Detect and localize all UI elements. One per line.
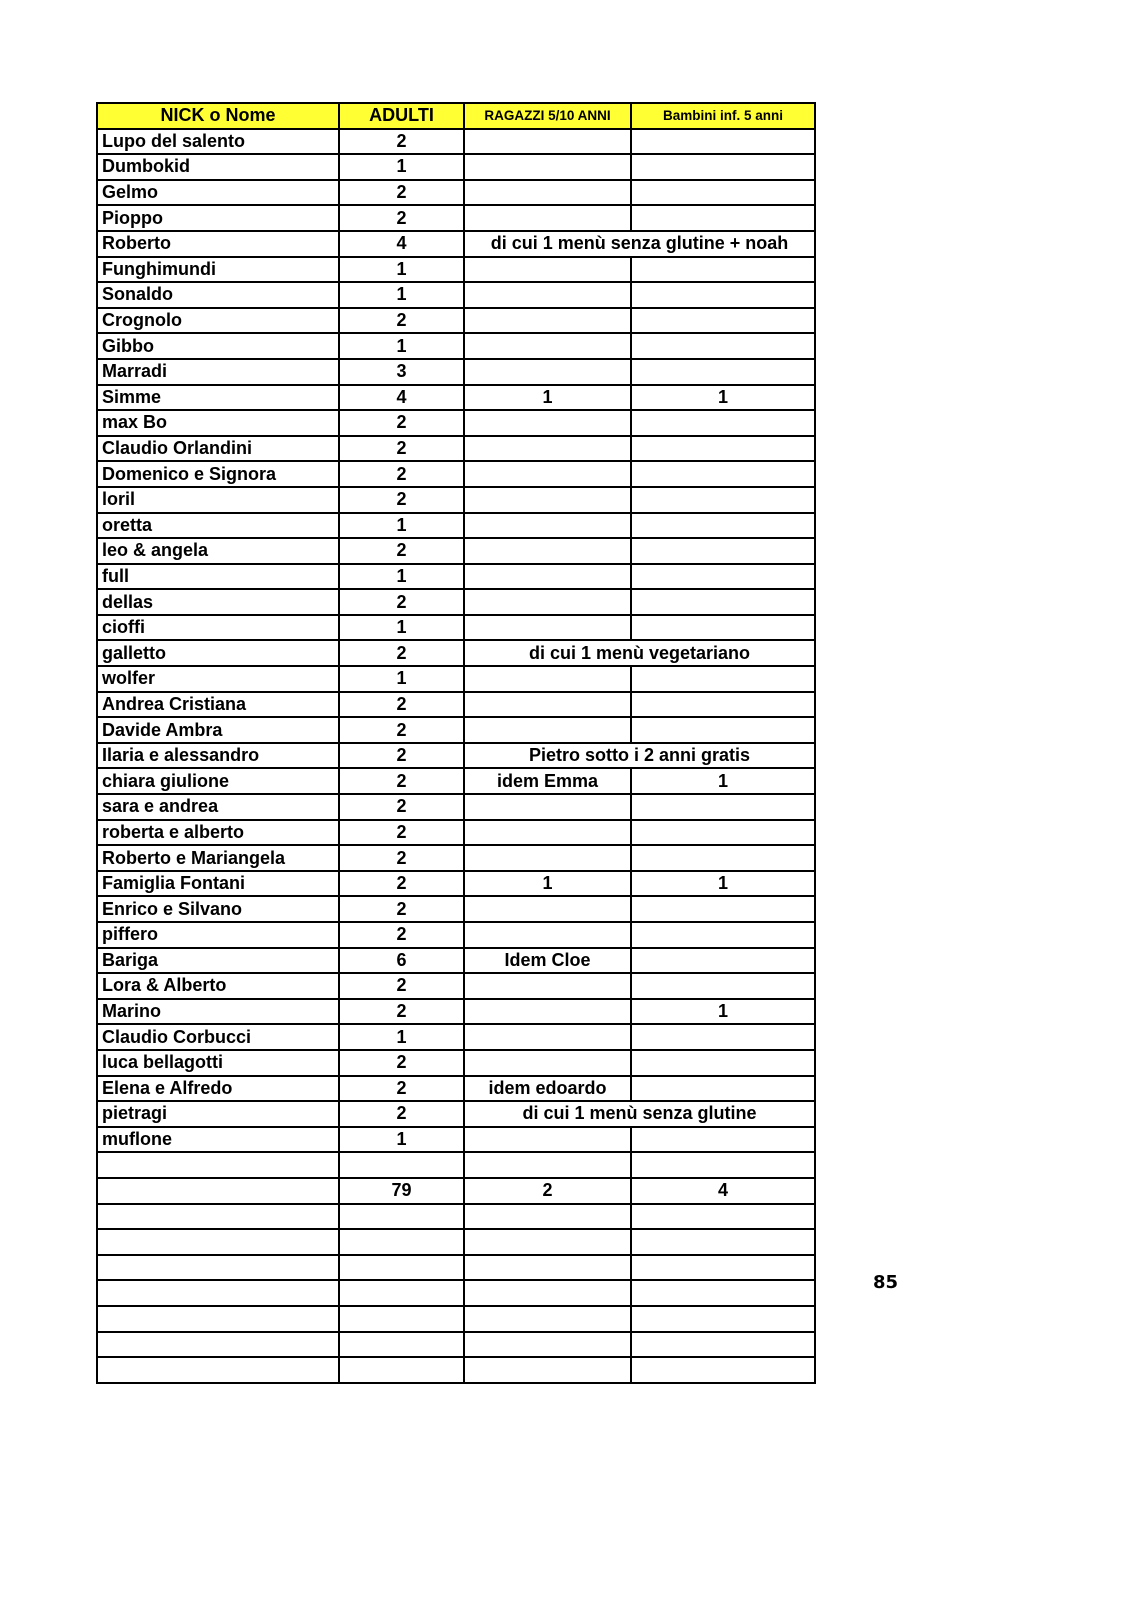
adulti-count: 2 [339,410,464,436]
bambini-count [631,410,815,436]
bambini-count [631,257,815,283]
empty-cell [464,1357,631,1383]
adulti-count: 2 [339,692,464,718]
empty-cell [464,1229,631,1255]
ragazzi-count [464,615,631,641]
table-row [97,1024,815,1050]
totals-row [97,1178,815,1204]
bambini-count [631,154,815,180]
table-row [97,768,815,794]
bambini-count [631,564,815,590]
table-row [97,999,815,1025]
adulti-count: 1 [339,333,464,359]
header-name: NICK o Nome [97,103,339,129]
row-note: di cui 1 menù senza glutine [464,1101,815,1127]
bambini-count [631,922,815,948]
guest-name: pietragi [97,1101,339,1127]
table-row [97,1127,815,1153]
empty-cell [339,1357,464,1383]
guest-name: Lora & Alberto [97,973,339,999]
ragazzi-count [464,308,631,334]
header-row [97,103,815,129]
bambini-count [631,282,815,308]
table-row [97,385,815,411]
guest-name: luca bellagotti [97,1050,339,1076]
bambini-count [631,436,815,462]
table-row [97,129,815,155]
bambini-count: 1 [631,385,815,411]
empty-cell [97,1332,339,1358]
ragazzi-count [464,589,631,615]
empty-row [97,1204,815,1230]
adulti-count: 2 [339,589,464,615]
empty-cell [97,1357,339,1383]
row-note: di cui 1 menù senza glutine + noah [464,231,815,257]
adulti-count [339,1152,464,1178]
ragazzi-count [464,999,631,1025]
guest-name: Enrico e Silvano [97,896,339,922]
empty-cell [631,1204,815,1230]
ragazzi-count [464,461,631,487]
table-row [97,1152,815,1178]
empty-cell [464,1280,631,1306]
totals-label [97,1178,339,1204]
bambini-count [631,1076,815,1102]
empty-cell [339,1229,464,1255]
guest-name: full [97,564,339,590]
ragazzi-count [464,129,631,155]
guest-name: cioffi [97,615,339,641]
table-row [97,794,815,820]
adulti-count: 2 [339,205,464,231]
header-adulti: ADULTI [339,103,464,129]
table-row [97,410,815,436]
bambini-count [631,692,815,718]
ragazzi-count: idem edoardo [464,1076,631,1102]
guest-name: leo & angela [97,538,339,564]
adulti-count: 1 [339,1127,464,1153]
adulti-count: 6 [339,948,464,974]
ragazzi-count [464,180,631,206]
ragazzi-count [464,564,631,590]
ragazzi-count [464,282,631,308]
table-row [97,1101,815,1127]
guest-name: Elena e Alfredo [97,1076,339,1102]
total-bambini: 4 [631,1178,815,1204]
ragazzi-count: 1 [464,871,631,897]
table-row [97,564,815,590]
table-row [97,257,815,283]
table-row [97,513,815,539]
empty-cell [339,1332,464,1358]
empty-cell [631,1255,815,1281]
guest-name: Gelmo [97,180,339,206]
guest-name: galletto [97,640,339,666]
ragazzi-count [464,820,631,846]
bambini-count [631,794,815,820]
ragazzi-count [464,205,631,231]
bambini-count [631,820,815,846]
bambini-count [631,359,815,385]
empty-cell [464,1204,631,1230]
guest-name: wolfer [97,666,339,692]
adulti-count: 1 [339,257,464,283]
adulti-count: 2 [339,922,464,948]
empty-row [97,1357,815,1383]
guest-name: Funghimundi [97,257,339,283]
adulti-count: 2 [339,768,464,794]
table-row [97,180,815,206]
bambini-count [631,205,815,231]
adulti-count: 2 [339,487,464,513]
guest-name: Roberto [97,231,339,257]
bambini-count [631,461,815,487]
ragazzi-count [464,692,631,718]
adulti-count: 2 [339,1101,464,1127]
ragazzi-count [464,436,631,462]
ragazzi-count [464,513,631,539]
adulti-count: 1 [339,666,464,692]
empty-cell [97,1229,339,1255]
table-row [97,615,815,641]
ragazzi-count [464,257,631,283]
adulti-count: 2 [339,999,464,1025]
ragazzi-count [464,666,631,692]
empty-cell [339,1306,464,1332]
adulti-count: 2 [339,717,464,743]
empty-cell [464,1332,631,1358]
bambini-count [631,1050,815,1076]
table-row [97,436,815,462]
adulti-count: 2 [339,845,464,871]
bambini-count [631,948,815,974]
guest-name: Marino [97,999,339,1025]
table-row [97,973,815,999]
row-note: di cui 1 menù vegetariano [464,640,815,666]
empty-cell [631,1229,815,1255]
bambini-count [631,589,815,615]
table-row [97,359,815,385]
table-row [97,282,815,308]
ragazzi-count [464,410,631,436]
table-row [97,487,815,513]
bambini-count: 1 [631,768,815,794]
adulti-count: 1 [339,615,464,641]
adulti-count: 4 [339,385,464,411]
ragazzi-count [464,922,631,948]
guest-name: dellas [97,589,339,615]
table-row [97,1050,815,1076]
bambini-count [631,973,815,999]
guest-name: Claudio Corbucci [97,1024,339,1050]
empty-row [97,1332,815,1358]
row-note: Pietro sotto i 2 anni gratis [464,743,815,769]
empty-cell [97,1280,339,1306]
guest-name: roberta e alberto [97,820,339,846]
table-row [97,717,815,743]
ragazzi-count [464,794,631,820]
table-row [97,640,815,666]
empty-cell [631,1332,815,1358]
table-row [97,845,815,871]
bambini-count [631,615,815,641]
bambini-count [631,513,815,539]
adulti-count: 2 [339,436,464,462]
adulti-count: 1 [339,564,464,590]
guest-name: max Bo [97,410,339,436]
table-row [97,205,815,231]
ragazzi-count [464,973,631,999]
guest-name: Gibbo [97,333,339,359]
bambini-count [631,717,815,743]
table-row [97,922,815,948]
total-ragazzi: 2 [464,1178,631,1204]
guest-name: sara e andrea [97,794,339,820]
table-row [97,308,815,334]
guest-name: Davide Ambra [97,717,339,743]
bambini-count [631,308,815,334]
adulti-count: 3 [339,359,464,385]
guest-name: Simme [97,385,339,411]
table-row [97,743,815,769]
guest-name: chiara giulione [97,768,339,794]
empty-cell [339,1255,464,1281]
guest-name: Domenico e Signora [97,461,339,487]
adulti-count: 2 [339,538,464,564]
adulti-count: 2 [339,308,464,334]
bambini-count [631,1127,815,1153]
guest-name: Marradi [97,359,339,385]
total-adulti: 79 [339,1178,464,1204]
empty-cell [464,1255,631,1281]
adulti-count: 2 [339,180,464,206]
adulti-count: 2 [339,640,464,666]
adulti-count: 2 [339,129,464,155]
table-row [97,871,815,897]
empty-row [97,1306,815,1332]
guest-name: Ilaria e alessandro [97,743,339,769]
guest-name: Bariga [97,948,339,974]
bambini-count: 1 [631,871,815,897]
adulti-count: 2 [339,973,464,999]
table-row [97,896,815,922]
table-row [97,231,815,257]
guest-name: Lupo del salento [97,129,339,155]
guest-name: Roberto e Mariangela [97,845,339,871]
adulti-count: 2 [339,1076,464,1102]
ragazzi-count [464,1024,631,1050]
empty-cell [631,1357,815,1383]
adulti-count: 2 [339,871,464,897]
adulti-count: 1 [339,154,464,180]
grand-total: 85 [873,1272,899,1293]
empty-cell [97,1306,339,1332]
ragazzi-count [464,154,631,180]
bambini-count [631,180,815,206]
adulti-count: 4 [339,231,464,257]
table-row [97,948,815,974]
bambini-count [631,666,815,692]
ragazzi-count: 1 [464,385,631,411]
table-row [97,538,815,564]
guest-table [96,102,816,1384]
header-bambini: Bambini inf. 5 anni [631,103,815,129]
empty-cell [464,1306,631,1332]
ragazzi-count [464,1127,631,1153]
ragazzi-count: idem Emma [464,768,631,794]
ragazzi-count [464,1152,631,1178]
ragazzi-count [464,896,631,922]
ragazzi-count [464,333,631,359]
empty-row [97,1255,815,1281]
bambini-count [631,333,815,359]
table-row [97,333,815,359]
empty-cell [339,1280,464,1306]
adulti-count: 2 [339,743,464,769]
table-row [97,154,815,180]
guest-name: Crognolo [97,308,339,334]
table-row [97,666,815,692]
adulti-count: 2 [339,896,464,922]
adulti-count: 1 [339,513,464,539]
table-row [97,1076,815,1102]
ragazzi-count [464,359,631,385]
bambini-count [631,487,815,513]
guest-name: Andrea Cristiana [97,692,339,718]
empty-cell [339,1204,464,1230]
bambini-count [631,1024,815,1050]
guest-name: Dumbokid [97,154,339,180]
bambini-count [631,129,815,155]
guest-name: Famiglia Fontani [97,871,339,897]
adulti-count: 2 [339,820,464,846]
bambini-count [631,538,815,564]
adulti-count: 1 [339,282,464,308]
adulti-count: 2 [339,794,464,820]
bambini-count [631,1152,815,1178]
ragazzi-count: Idem Cloe [464,948,631,974]
guest-name: piffero [97,922,339,948]
table-row [97,589,815,615]
guest-name: oretta [97,513,339,539]
table-row [97,461,815,487]
ragazzi-count [464,1050,631,1076]
bambini-count: 1 [631,999,815,1025]
bambini-count [631,896,815,922]
empty-row [97,1280,815,1306]
table-row [97,820,815,846]
ragazzi-count [464,487,631,513]
guest-name: Sonaldo [97,282,339,308]
table-row [97,692,815,718]
empty-cell [97,1204,339,1230]
header-ragazzi: RAGAZZI 5/10 ANNI [464,103,631,129]
bambini-count [631,845,815,871]
guest-name: loril [97,487,339,513]
adulti-count: 2 [339,1050,464,1076]
guest-name [97,1152,339,1178]
ragazzi-count [464,538,631,564]
empty-cell [631,1280,815,1306]
adulti-count: 1 [339,1024,464,1050]
empty-cell [631,1306,815,1332]
ragazzi-count [464,717,631,743]
adulti-count: 2 [339,461,464,487]
guest-name: Claudio Orlandini [97,436,339,462]
guest-name: Pioppo [97,205,339,231]
empty-row [97,1229,815,1255]
ragazzi-count [464,845,631,871]
guest-name: muflone [97,1127,339,1153]
empty-cell [97,1255,339,1281]
